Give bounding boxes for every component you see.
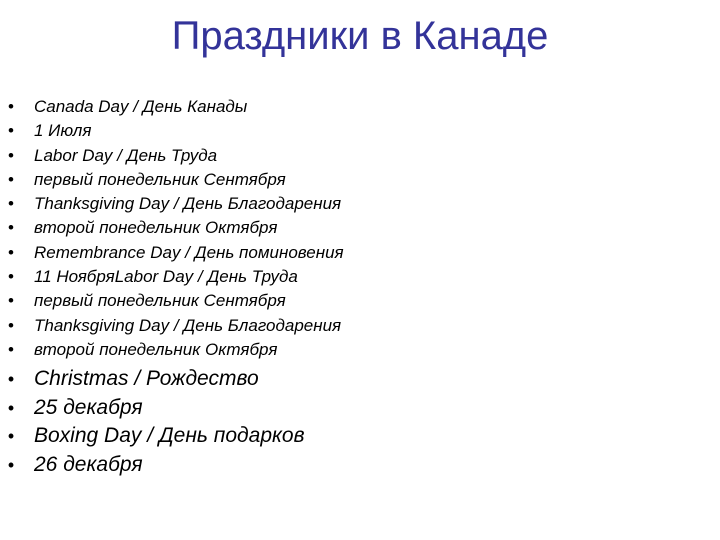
bullet-icon: •	[8, 315, 14, 335]
list-item-text: Canada Day / День Канады	[34, 97, 248, 116]
bullet-icon: •	[8, 242, 14, 262]
list-item-text: 25 декабря	[34, 395, 143, 419]
bullet-icon: •	[7, 397, 15, 418]
bullet-icon: •	[8, 194, 14, 214]
list-item-text: 1 Июля	[34, 121, 92, 141]
bullet-icon: •	[8, 97, 14, 116]
list-item-text: Thanksgiving Day / День Благодарения	[34, 194, 342, 214]
list-item-text: первый понедельник Сентября	[34, 291, 286, 311]
bullet-icon: •	[7, 454, 15, 475]
bullet-icon: •	[8, 339, 14, 359]
list-item	[0, 422, 720, 451]
list-item	[0, 144, 720, 168]
list-item-text: Boxing Day / День подарков	[34, 424, 305, 448]
list-item-text: Christmas / Рождество	[34, 367, 259, 391]
list-item-text: 26 декабря	[34, 452, 143, 476]
bullet-icon: •	[8, 218, 14, 238]
list-item	[0, 289, 720, 313]
list-item-text: 11 НоябряLabor Day / День Труда	[34, 267, 298, 287]
bullet-icon: •	[7, 426, 15, 447]
list-item	[0, 241, 720, 265]
list-item	[0, 168, 720, 192]
list-item	[0, 119, 720, 143]
bullet-icon: •	[8, 267, 14, 287]
list-item	[0, 192, 720, 216]
list-item	[0, 265, 720, 289]
list-item-text: Remembrance Day / День поминовения	[34, 242, 344, 262]
list-item	[0, 451, 720, 480]
bullet-icon: •	[8, 121, 14, 141]
list-item	[0, 216, 720, 240]
list-item	[0, 394, 720, 423]
bullet-icon: •	[8, 291, 14, 311]
list-item	[0, 95, 720, 119]
list-item-text: второй понедельник Октября	[34, 218, 278, 238]
list-item	[0, 338, 720, 362]
list-item-text: первый понедельник Сентября	[34, 169, 286, 189]
list-item-text: второй понедельник Октября	[34, 339, 278, 359]
bullet-list	[0, 95, 720, 479]
bullet-icon: •	[8, 145, 14, 165]
list-item	[0, 314, 720, 338]
list-item	[0, 365, 720, 394]
list-item-text: Labor Day / День Труда	[34, 145, 218, 165]
slide-title: Праздники в Канаде	[171, 14, 549, 58]
list-item-text: Thanksgiving Day / День Благодарения	[34, 315, 342, 335]
bullet-icon: •	[8, 169, 14, 189]
bullet-icon: •	[7, 369, 15, 390]
